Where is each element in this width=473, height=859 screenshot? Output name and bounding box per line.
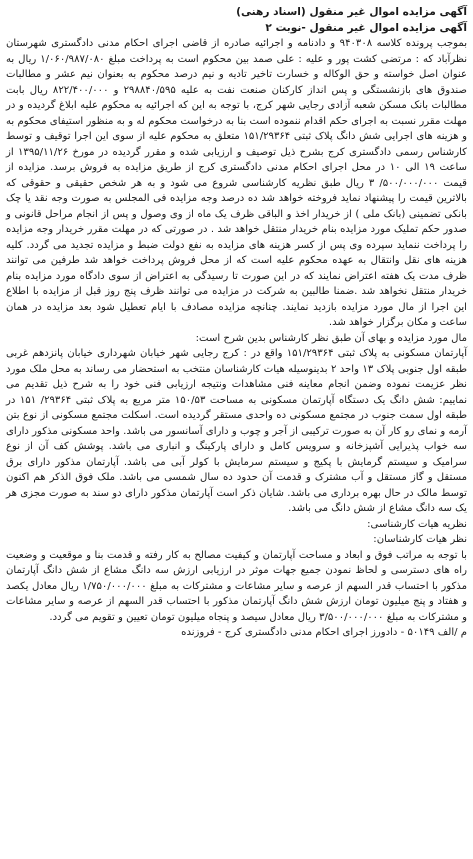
expert-opinion-paragraph: با توجه به مراتب فوق و ابعاد و مساحت آپارتمان و کیفیت مصالح به کار رفته و قدمت بنا و موقعیت و وضعیت راه های دسترسی و لحاظ نمودن جمیع جهات موثر در ارزیابی ارزش سه دانگ مشاع از شش دانگ آپارتمان مذکور با احتساب قدر السهم از عرصه و سایر مشاعات و مشترکات به مبلغ ۱/۷۵۰/۰۰۰/۰۰۰ ریال معادل یکصد و هفتاد و پنج میلیون تومان ارزش شش دانگ آپارتمان مذکور با احتساب قدر السهم از عرصه و سایر مشاعات و مشترکات به مبلغ ۳/۵۰۰/۰۰۰/۰۰۰ ریال معادل سیصد و پنجاه میلیون تومان تعیین و تقویم می گردد.	[6, 549, 468, 623]
expert-heading-1: نظریه هیات کارشناسی:	[367, 518, 467, 530]
notice-body-paragraph: بموجب پرونده کلاسه ۹۴۰۳۰۸ و دادنامه و اجرائیه صادره از قاضی اجرای احکام مدنی دادگستری شهرستان نظرآباد که : مرتضی کشت پور و علیه : علی صمد بین محکوم است به پرداخت مبلغ ۱/۰۶۰/۹۸۷/۰۸۰ ریال به عنوان اصل خواسته و حق الوکاله و خسارت تاخیر تادیه و نیم درصد محکوم به بعنوان نیم عشر و مطالبات صندوق های بازنشستگی و پس انداز کارکنان صنعت نفت به علیه ۲۹۸۸۴۰/۵۹۵ و ۸۲۲/۴۰۰/۰۰۰ ریال بابت مطالبات بانک مسکن شعبه آزادی رجایی شهر کرج، با توجه به این که اجرائیه به محکوم علیه ابلاغ گردیده و در مهلت مقرر نسبت به اجرای حکم اقدام ننموده است بنا به درخواست محکوم له و به منظور استیفای محکوم به و هزینه های اجرایی شش دانگ پلاک ثبتی ۱۵۱/۲۹۳۶۴ متعلق به محکوم علیه از سوی این اجرا توقیف و توسط کارشناس رسمی دادگستری کرج بشرح ذیل توصیف و ارزیابی شده و مقرر گردیده در مورخ ۱۳۹۵/۱۱/۲۶ از ساعت ۱۹ الی ۱۰ در محل اجرای احکام مدنی دادگستری کرج از طریق مزایده به فروش برسد. مزایده از قیمت ۵۰۰/۰۰۰/۰۰۰/ ۳ ریال طبق نظریه کارشناسی شروع می شود و به هر شخص حقیقی و حقوقی که بالاترین قیمت را پیشنهاد نماید فروخته خواهد شد ده درصد وجه مزایده فی المجلس به صورت وجه نقد یا چک بانکی تضمینی (بانک ملی ) از خریدار اخذ و الباقی ظرف یک ماه از وی وصول و پس از انجام مراحل قانونی و صدور حکم تملیک مورد مزایده بنام خریدار منتقل خواهد شد . در صورتی که در مهلت مقرر خریدار وجه مزایده را پرداخت ننماید سپرده وی پس از کسر هزینه های مزایده به نفع دولت ضبط و مزایده تجدید می گردد. کلیه هزینه های نقل وانتقال به عهده محکوم علیه است که از محل فروش پرداخت خواهد شد طرفین می توانند ظرف مدت یک هفته اعتراض نمایند که در این صورت تا رسیدگی به اعتراض از سوی دادگاه مورد مزایده بنام خریدار منتقل نخواهد شد .ضمنا طالبین به شرکت در مزایده می توانند ظرف پنج روز قبل از مزایده با اطلاع این اجرا از مال مورد مزایده بازدید نمایند. چنانچه مزایده مصادف با ایام تعطیل شود بعد مزایده در همان ساعت و مکان برگزار خواهد شد.	[6, 38, 468, 328]
property-heading: مال مورد مزایده و بهای آن طبق نظر کارشناس بدین شرح است:	[195, 332, 467, 344]
notice-title-1: آگهی مزایده اموال غیر منقول (اسناد رهنی)	[236, 6, 467, 18]
notice-title-2: آگهی مزایده اموال غیر منقول -نوبت ۲	[265, 22, 467, 34]
notice-footer: م /الف ۵۰۱۴۹ - دادورز اجرای احکام مدنی دادگستری کرج - فروزنده	[181, 627, 467, 638]
expert-heading-2: نظر هیات کارشناسان:	[373, 534, 467, 545]
property-description-paragraph: آپارتمان مسکونی به پلاک ثبتی ۱۵۱/۲۹۳۶۴ واقع در : کرج رجایی شهر خیابان شهرداری خیابان پانزدهم غربی طبقه اول جنوبی پلاک ۱۳ واحد ۲ بدینوسیله هیات کارشناسان منتخب به استحضار می رساند به محل ملک مورد نظر عزیمت نموده وضمن انجام معاینه فنی مشاهدات ونتیجه ارزیابی فنی خود را به شرح ذیل تقدیم می نماییم: شش دانگ یک دستگاه آپارتمان مسکونی به مساحت ۱۵۰/۵۳ متر مربع به پلاک ثبتی ۲۹۳۶۴/ ۱۵۱ در طبقه اول سمت جنوب در مجتمع مسکونی ده واحدی مستقر گردیده است. اسکلت مجتمع مسکونی از نوع بتن آرمه و نمای رو کار آن به صورت ترکیبی از آجر و چوب و دارای آسانسور می باشد. واحد مسکونی مذکور دارای سه خواب پذیرایی آشپزخانه و سرویس کامل و دارای پارکینگ و انباری می باشد. پوشش کف آن از نوع سرامیک و سیستم گرمایش با پکیج و سیستم سرمایش با کولر آبی می باشد. آپارتمان مذکور دارای برق مستقل و گاز مستقل و آب مشترک و قدمت آن حدود ده سال شمسی می باشد. ملک فوق الذکر هم اکنون توسط مالک در حال بهره برداری می باشد. شایان ذکر است آپارتمان مذکور دارای دو سند به صورت مجزی هر یک سه دانگ مشاع از شش دانگ می باشد.	[6, 348, 467, 514]
